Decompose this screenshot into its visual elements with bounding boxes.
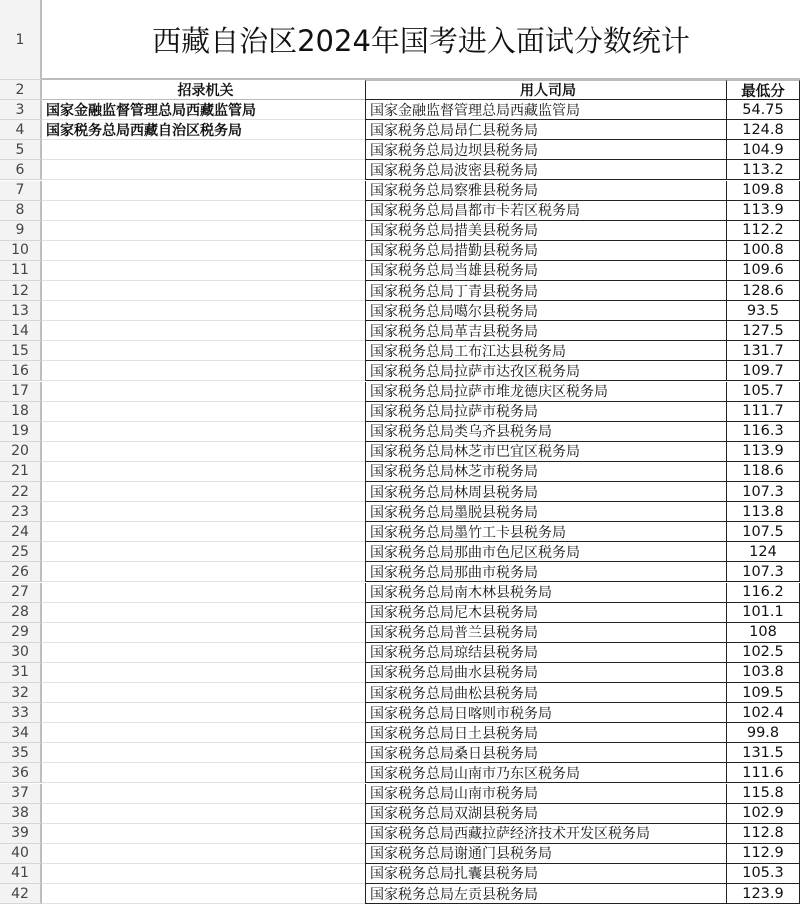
score-cell[interactable]: 115.8 [727,784,800,804]
unit-cell[interactable]: 国家税务总局那曲市色尼区税务局 [365,542,727,562]
agency-cell[interactable] [42,241,365,261]
unit-cell[interactable]: 国家税务总局类乌齐县税务局 [365,422,727,442]
row-header[interactable]: 5 [0,140,42,160]
agency-cell[interactable] [42,542,365,562]
row-header[interactable]: 35 [0,743,42,763]
agency-cell[interactable] [42,301,365,321]
agency-cell[interactable] [42,261,365,281]
score-cell[interactable]: 102.9 [727,804,800,824]
score-cell[interactable]: 102.5 [727,643,800,663]
score-cell[interactable]: 112.2 [727,221,800,241]
row-header[interactable]: 29 [0,623,42,643]
row-header[interactable]: 37 [0,784,42,804]
score-cell[interactable]: 113.9 [727,442,800,462]
score-cell[interactable]: 93.5 [727,301,800,321]
score-cell[interactable]: 107.3 [727,482,800,502]
unit-cell[interactable]: 国家税务总局边坝县税务局 [365,140,727,160]
unit-cell[interactable]: 国家税务总局昌都市卡若区税务局 [365,201,727,221]
row-header[interactable]: 42 [0,884,42,904]
agency-cell[interactable] [42,341,365,361]
unit-cell[interactable]: 国家税务总局双湖县税务局 [365,804,727,824]
score-cell[interactable]: 101.1 [727,603,800,623]
row-header-1[interactable]: 1 [0,0,42,80]
agency-cell[interactable] [42,442,365,462]
agency-cell[interactable] [42,583,365,603]
unit-cell[interactable]: 国家税务总局林周县税务局 [365,482,727,502]
score-cell[interactable]: 108 [727,623,800,643]
row-header[interactable]: 30 [0,643,42,663]
score-cell[interactable]: 109.7 [727,361,800,381]
unit-cell[interactable]: 国家税务总局谢通门县税务局 [365,844,727,864]
agency-cell[interactable] [42,321,365,341]
agency-cell[interactable] [42,160,365,180]
score-cell[interactable]: 109.8 [727,181,800,201]
score-cell[interactable]: 124 [727,542,800,562]
row-header[interactable]: 23 [0,502,42,522]
row-header[interactable]: 12 [0,281,42,301]
row-header[interactable]: 28 [0,603,42,623]
row-header[interactable]: 31 [0,663,42,683]
unit-cell[interactable]: 国家税务总局山南市税务局 [365,784,727,804]
unit-cell[interactable]: 国家税务总局扎囊县税务局 [365,864,727,884]
unit-cell[interactable]: 国家税务总局拉萨市税务局 [365,402,727,422]
row-header[interactable]: 16 [0,361,42,381]
unit-cell[interactable]: 国家税务总局措美县税务局 [365,221,727,241]
score-cell[interactable]: 116.2 [727,583,800,603]
unit-cell[interactable]: 国家税务总局波密县税务局 [365,160,727,180]
row-header[interactable]: 18 [0,402,42,422]
unit-cell[interactable]: 国家税务总局日土县税务局 [365,723,727,743]
score-cell[interactable]: 118.6 [727,462,800,482]
score-cell[interactable]: 54.75 [727,100,800,120]
agency-cell[interactable] [42,643,365,663]
agency-cell[interactable] [42,703,365,723]
agency-cell[interactable] [42,864,365,884]
score-cell[interactable]: 112.9 [727,844,800,864]
unit-cell[interactable]: 国家税务总局丁青县税务局 [365,281,727,301]
score-cell[interactable]: 109.5 [727,683,800,703]
score-cell[interactable]: 102.4 [727,703,800,723]
row-header[interactable]: 27 [0,583,42,603]
row-header[interactable]: 19 [0,422,42,442]
score-cell[interactable]: 105.7 [727,382,800,402]
agency-cell[interactable] [42,743,365,763]
row-header[interactable]: 9 [0,221,42,241]
agency-cell[interactable] [42,824,365,844]
unit-cell[interactable]: 国家税务总局曲水县税务局 [365,663,727,683]
agency-cell[interactable] [42,683,365,703]
unit-cell[interactable]: 国家税务总局林芝市巴宜区税务局 [365,442,727,462]
sheet-title-cell[interactable]: 西藏自治区2024年国考进入面试分数统计 [42,0,800,80]
row-header[interactable]: 33 [0,703,42,723]
score-cell[interactable]: 131.5 [727,743,800,763]
row-header[interactable]: 7 [0,181,42,201]
score-cell[interactable]: 105.3 [727,864,800,884]
row-header[interactable]: 13 [0,301,42,321]
agency-cell[interactable] [42,562,365,582]
agency-cell[interactable] [42,723,365,743]
score-cell[interactable]: 123.9 [727,884,800,904]
agency-cell[interactable] [42,844,365,864]
score-cell[interactable]: 107.3 [727,562,800,582]
score-cell[interactable]: 111.6 [727,763,800,783]
agency-cell[interactable] [42,361,365,381]
unit-cell[interactable]: 国家税务总局当雄县税务局 [365,261,727,281]
unit-cell[interactable]: 国家税务总局曲松县税务局 [365,683,727,703]
score-cell[interactable]: 127.5 [727,321,800,341]
unit-cell[interactable]: 国家税务总局日喀则市税务局 [365,703,727,723]
unit-cell[interactable]: 国家税务总局那曲市税务局 [365,562,727,582]
unit-cell[interactable]: 国家税务总局桑日县税务局 [365,743,727,763]
agency-cell[interactable] [42,763,365,783]
row-header[interactable]: 22 [0,482,42,502]
row-header[interactable]: 40 [0,844,42,864]
row-header[interactable]: 11 [0,261,42,281]
score-cell[interactable]: 116.3 [727,422,800,442]
row-header[interactable]: 32 [0,683,42,703]
score-cell[interactable]: 124.8 [727,120,800,140]
unit-cell[interactable]: 国家税务总局林芝市税务局 [365,462,727,482]
score-cell[interactable]: 100.8 [727,241,800,261]
agency-cell[interactable] [42,522,365,542]
row-header[interactable]: 26 [0,562,42,582]
unit-cell[interactable]: 国家税务总局尼木县税务局 [365,603,727,623]
unit-cell[interactable]: 国家税务总局措勤县税务局 [365,241,727,261]
row-header[interactable]: 41 [0,864,42,884]
agency-cell[interactable] [42,804,365,824]
unit-cell[interactable]: 国家税务总局革吉县税务局 [365,321,727,341]
agency-cell[interactable] [42,281,365,301]
unit-cell[interactable]: 国家税务总局噶尔县税务局 [365,301,727,321]
unit-cell[interactable]: 国家税务总局琼结县税务局 [365,643,727,663]
agency-cell[interactable] [42,221,365,241]
row-header[interactable]: 10 [0,241,42,261]
agency-cell[interactable] [42,382,365,402]
unit-cell[interactable]: 国家税务总局墨竹工卡县税务局 [365,522,727,542]
score-cell[interactable]: 113.9 [727,201,800,221]
agency-cell[interactable]: 国家税务总局西藏自治区税务局 [42,120,365,140]
unit-cell[interactable]: 国家税务总局南木林县税务局 [365,583,727,603]
row-header[interactable]: 21 [0,462,42,482]
row-header[interactable]: 36 [0,763,42,783]
score-cell[interactable]: 113.2 [727,160,800,180]
row-header[interactable]: 38 [0,804,42,824]
unit-cell[interactable]: 国家金融监督管理总局西藏监管局 [365,100,727,120]
score-cell[interactable]: 109.6 [727,261,800,281]
agency-cell[interactable] [42,663,365,683]
score-cell[interactable]: 111.7 [727,402,800,422]
agency-cell[interactable] [42,181,365,201]
row-header[interactable]: 17 [0,382,42,402]
agency-cell[interactable] [42,201,365,221]
score-cell[interactable]: 104.9 [727,140,800,160]
unit-cell[interactable]: 国家税务总局昂仁县税务局 [365,120,727,140]
score-cell[interactable]: 128.6 [727,281,800,301]
agency-cell[interactable] [42,482,365,502]
row-header[interactable]: 24 [0,522,42,542]
header-score[interactable]: 最低分 [727,80,800,100]
score-cell[interactable]: 131.7 [727,341,800,361]
row-header[interactable]: 3 [0,100,42,120]
row-header-2[interactable]: 2 [0,80,42,100]
agency-cell[interactable] [42,402,365,422]
agency-cell[interactable] [42,784,365,804]
row-header[interactable]: 25 [0,542,42,562]
score-cell[interactable]: 99.8 [727,723,800,743]
agency-cell[interactable] [42,603,365,623]
agency-cell[interactable] [42,140,365,160]
header-agency[interactable]: 招录机关 [42,80,365,100]
score-cell[interactable]: 103.8 [727,663,800,683]
score-cell[interactable]: 107.5 [727,522,800,542]
agency-cell[interactable] [42,502,365,522]
unit-cell[interactable]: 国家税务总局察雅县税务局 [365,181,727,201]
row-header[interactable]: 15 [0,341,42,361]
row-header[interactable]: 20 [0,442,42,462]
score-cell[interactable]: 113.8 [727,502,800,522]
agency-cell[interactable]: 国家金融监督管理总局西藏监管局 [42,100,365,120]
score-cell[interactable]: 112.8 [727,824,800,844]
unit-cell[interactable]: 国家税务总局工布江达县税务局 [365,341,727,361]
agency-cell[interactable] [42,422,365,442]
agency-cell[interactable] [42,623,365,643]
row-header[interactable]: 4 [0,120,42,140]
agency-cell[interactable] [42,462,365,482]
agency-cell[interactable] [42,884,365,904]
unit-cell[interactable]: 国家税务总局西藏拉萨经济技术开发区税务局 [365,824,727,844]
unit-cell[interactable]: 国家税务总局拉萨市达孜区税务局 [365,361,727,381]
unit-cell[interactable]: 国家税务总局左贡县税务局 [365,884,727,904]
header-unit[interactable]: 用人司局 [365,80,727,100]
row-header[interactable]: 39 [0,824,42,844]
unit-cell[interactable]: 国家税务总局山南市乃东区税务局 [365,763,727,783]
unit-cell[interactable]: 国家税务总局拉萨市堆龙德庆区税务局 [365,382,727,402]
unit-cell[interactable]: 国家税务总局普兰县税务局 [365,623,727,643]
unit-cell[interactable]: 国家税务总局墨脱县税务局 [365,502,727,522]
row-header[interactable]: 6 [0,160,42,180]
row-header[interactable]: 14 [0,321,42,341]
row-header[interactable]: 34 [0,723,42,743]
row-header[interactable]: 8 [0,201,42,221]
